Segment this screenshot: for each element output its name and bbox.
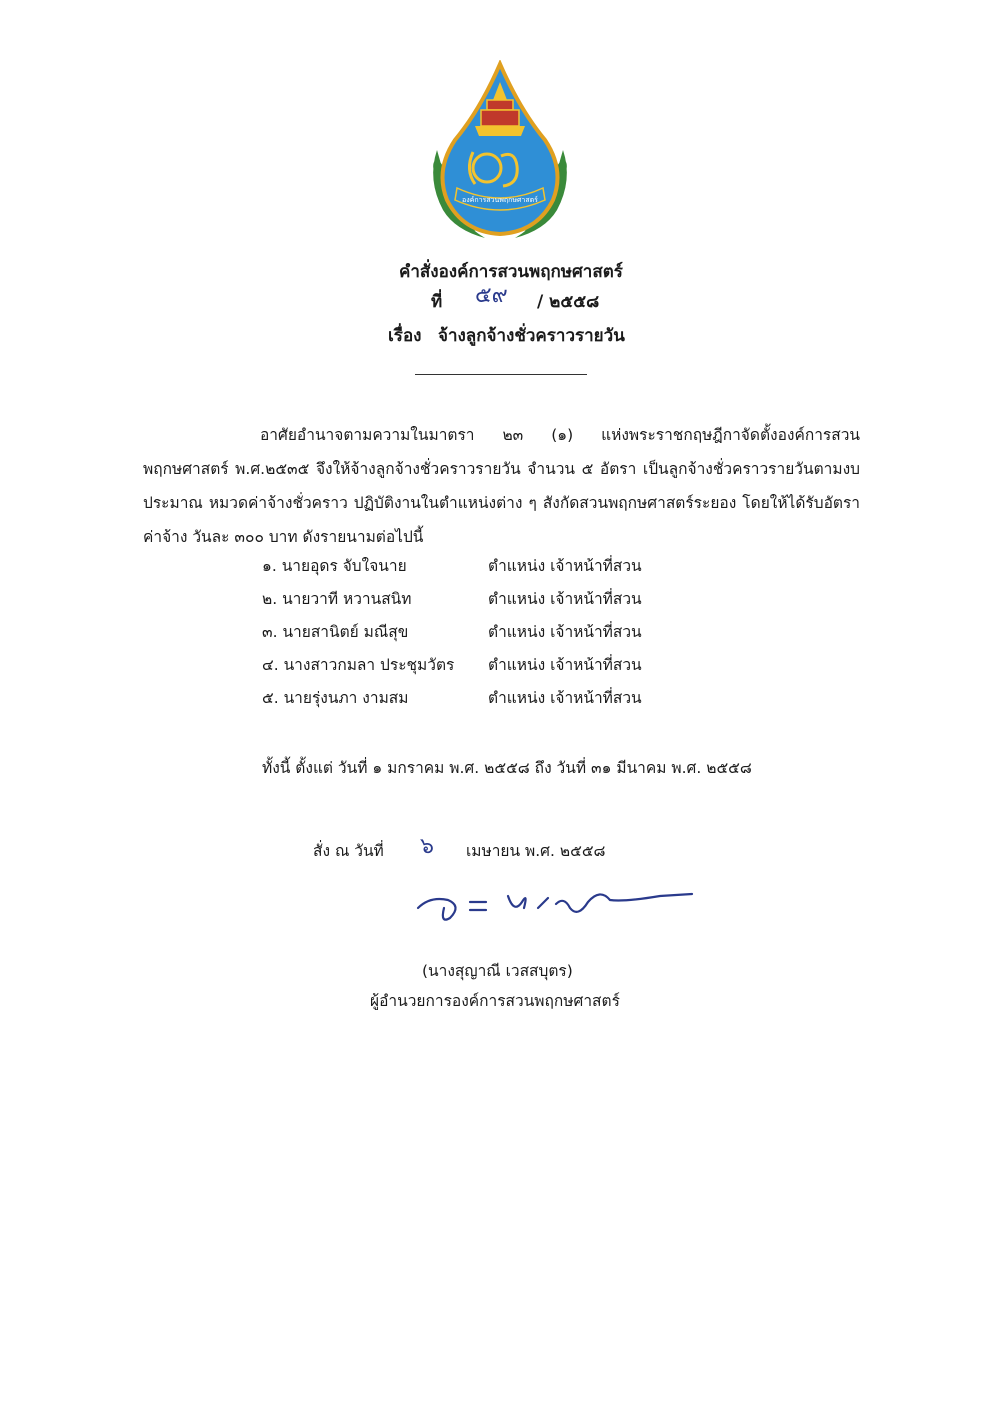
effective-period: ทั้งนี้ ตั้งแต่ วันที่ ๑ มกราคม พ.ศ. ๒๕๕๘ ถึง วันที่ ๓๑ มีนาคม พ.ศ. ๒๕๕๘ [262,759,752,777]
signer-title: ผู้อำนวยการองค์การสวนพฤกษศาสตร์ [370,992,620,1010]
order-date-rest: เมษายน พ.ศ. ๒๕๕๘ [466,842,606,860]
employee-name: ๓. นายสานิตย์ มณีสุข [262,623,409,641]
employee-name: ๕. นายรุ่งนภา งามสม [262,689,409,707]
employee-position: ตำแหน่ง เจ้าหน้าที่สวน [488,623,642,641]
title-divider [415,374,587,375]
order-number-label: ที่ [431,292,443,312]
order-date-day-handwritten: ๖ [420,834,434,859]
employee-name: ๑. นายอุดร จับใจนาย [262,557,407,575]
handwritten-signature [410,878,700,938]
order-number-handwritten: ๕๙ [475,283,508,308]
employee-position: ตำแหน่ง เจ้าหน้าที่สวน [488,656,642,674]
employee-name: ๔. นางสาวกมลา ประชุมวัตร [262,656,455,674]
employee-name: ๒. นายวาที หวานสนิท [262,590,412,608]
royal-emblem-logo [425,60,575,245]
body-paragraph: อาศัยอำนาจตามความในมาตรา ๒๓ (๑) แห่งพระราชกฤษฎีกาจัดตั้งองค์การสวนพฤกษศาสตร์ พ.ศ.๒๕๓๕ จึงให้จ้างลูกจ้างชั่วคราวรายวัน จำนวน ๕ อัตรา เป็นลูกจ้างชั่วคราวรายวันตามงบประมาณ หมวดค่าจ้างชั่วคราว ปฏิบัติงานในตำแหน่งต่าง ๆ สังกัดสวนพฤกษศาสตร์ระยอง โดยให้ได้รับอัตราค่าจ้าง วันละ ๓๐๐ บาท ดังรายนามต่อไปนี้ [143,426,860,546]
order-date-prefix: สั่ง ณ วันที่ [313,842,384,860]
employee-position: ตำแหน่ง เจ้าหน้าที่สวน [488,590,642,608]
employee-position: ตำแหน่ง เจ้าหน้าที่สวน [488,557,642,575]
employee-position: ตำแหน่ง เจ้าหน้าที่สวน [488,689,642,707]
subject-text: จ้างลูกจ้างชั่วคราวรายวัน [438,326,625,346]
subject-label: เรื่อง [388,326,422,346]
signer-name: (นางสุญาณี เวสสบุตร) [422,962,573,980]
svg-text:องค์การสวนพฤกษศาสตร์: องค์การสวนพฤกษศาสตร์ [462,196,538,204]
document-title: คำสั่งองค์การสวนพฤกษศาสตร์ [399,262,623,282]
order-number-year: / ๒๕๕๘ [537,292,600,312]
